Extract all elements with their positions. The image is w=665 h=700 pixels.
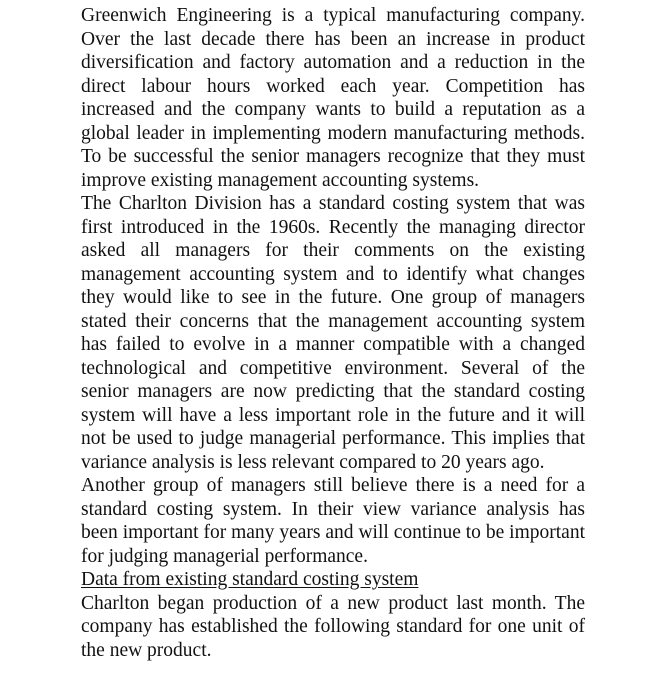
paragraph-intro: Greenwich Engineering is a typical manufacturing company. Over the last decade there has been an increase in product diversification and factory automation and a reduction in the direct labour hours worked each year. Competition has increased and the company wants to build a reputation as a global leader in implementing modern manufacturing methods. To be successful the senior managers recognize that they must improve existing management accounting systems.: [81, 5, 585, 191]
paragraph-other-managers: Another group of managers still believe there is a need for a standard costing system. In their view variance analysis has been important for many years and will continue to be important for judging managerial performance.: [81, 475, 585, 567]
paragraph-new-product: Charlton began production of a new product last month. The company has established the following standard for one unit of the new product.: [81, 592, 585, 661]
document-body: [81, 4, 585, 662]
section-heading: Data from existing standard costing system: [81, 569, 419, 590]
paragraph-charlton-division: The Charlton Division has a standard costing system that was first introduced in the 1960s. Recently the managing director asked all managers for their comments on the existing management accounting system and to identify what changes they would like to see in the future. One group of managers stated their concerns that the management accounting system has failed to evolve in a manner compatible with a changed technological and competitive environment. Several of the senior managers are now predicting that the standard costing system will have a less important role in the future and it will not be used to judge managerial performance. This implies that variance analysis is less relevant compared to 20 years ago.: [81, 193, 585, 473]
